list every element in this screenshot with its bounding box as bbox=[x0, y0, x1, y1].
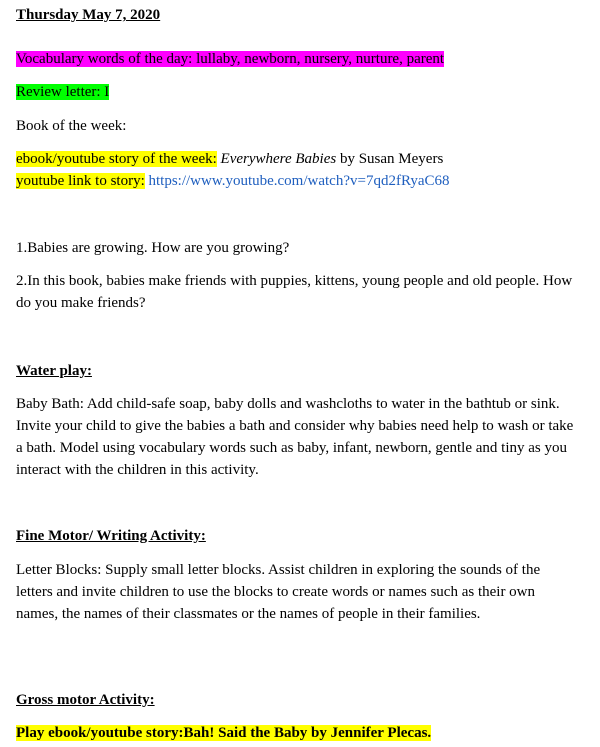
question-2: 2.In this book, babies make friends with puppies, kittens, young people and old people. How do you make friends? bbox=[16, 273, 573, 311]
question-1: 1.Babies are growing. How are you growing? bbox=[16, 240, 290, 256]
water-play-body: Baby Bath: Add child-safe soap, baby dolls and washcloths to water in the bathtub or sink. Invite your child to give the babies a bath and consider why babies need help to wash or take a bath. Model using vocabulary words such as baby, infant, newborn, gentle and tiny as you interact with the children in this activity. bbox=[16, 396, 574, 478]
youtube-label: youtube link to story: bbox=[16, 173, 145, 189]
gross-motor-body: Play ebook/youtube story:Bah! Said the Baby by Jennifer Plecas. bbox=[16, 725, 432, 741]
vocabulary-line bbox=[16, 50, 444, 68]
date-heading: Thursday May 7, 2020 bbox=[16, 7, 161, 23]
book-title: Everywhere Babies bbox=[220, 151, 337, 167]
review-letter: Review letter: I bbox=[16, 84, 110, 100]
ebook-label: ebook/youtube story of the week: bbox=[16, 151, 217, 167]
gross-motor-line bbox=[16, 724, 431, 742]
book-of-week-label: Book of the week: bbox=[16, 118, 127, 134]
vocabulary-words: Vocabulary words of the day: lullaby, newborn, nursery, nurture, parent bbox=[16, 51, 445, 67]
book-author: by Susan Meyers bbox=[336, 151, 444, 167]
fine-motor-body: Letter Blocks: Supply small letter blocks. Assist children in exploring the sounds of the letters and invite children to use the blocks to create words or names such as their own names, the names of their classmates or the names of people in their families. bbox=[16, 562, 541, 622]
review-letter-line bbox=[16, 83, 109, 101]
fine-motor-heading: Fine Motor/ Writing Activity: bbox=[16, 528, 206, 544]
water-play-heading: Water play: bbox=[16, 363, 92, 379]
ebook-line bbox=[16, 150, 443, 168]
gross-motor-heading: Gross motor Activity: bbox=[16, 692, 155, 708]
youtube-link[interactable]: https://www.youtube.com/watch?v=7qd2fRyaC68 bbox=[148, 173, 450, 189]
youtube-line bbox=[16, 172, 450, 190]
